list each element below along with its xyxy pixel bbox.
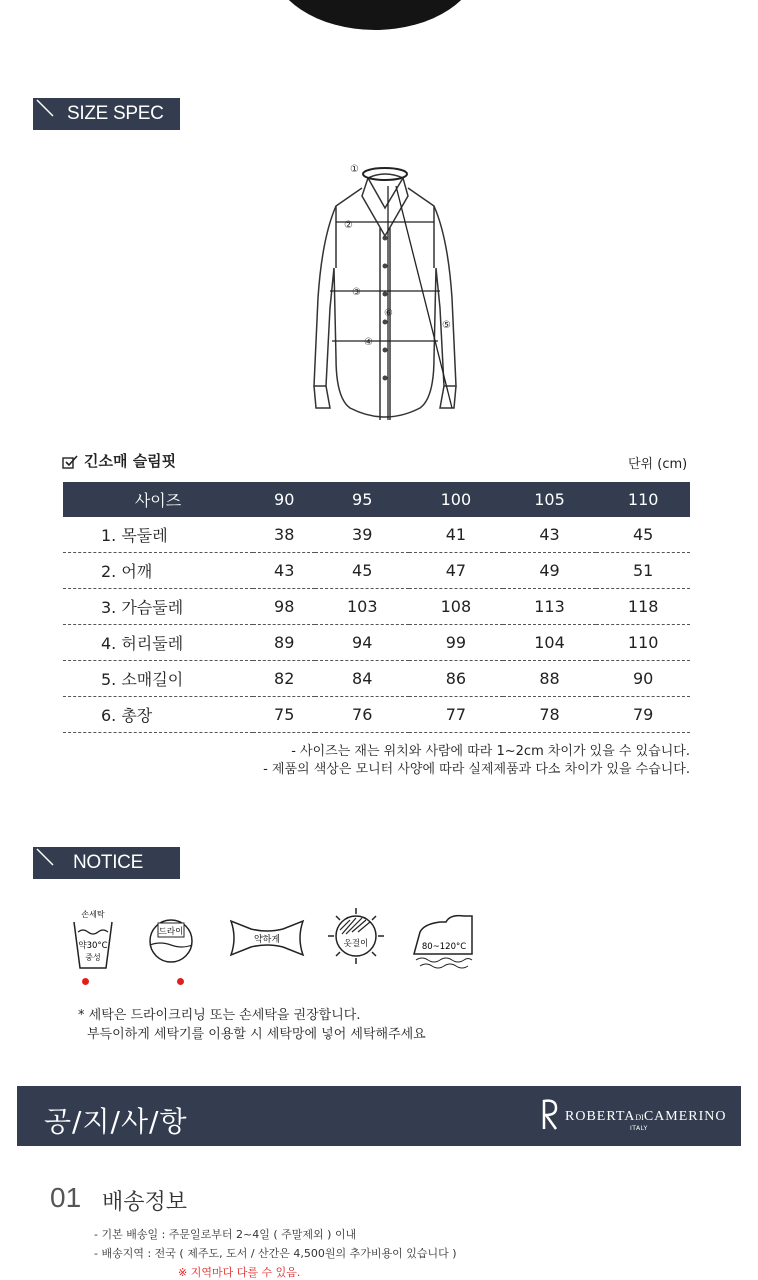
table-cell: 108 — [409, 589, 503, 625]
slash-icon — [33, 98, 65, 130]
mild-label: 약하게 — [253, 935, 281, 945]
table-cell: 103 — [315, 589, 409, 625]
header-cell: 95 — [315, 482, 409, 517]
size-note-1: - 사이즈는 재는 위치와 사람에 따라 1~2cm 차이가 있을 수 있습니다. — [291, 744, 690, 759]
brand-name-2: CAMERINO — [643, 1109, 727, 1124]
table-cell: 86 — [409, 661, 503, 697]
table-cell: 98 — [253, 589, 315, 625]
fit-title — [62, 450, 176, 471]
brand-name: ROBERTA — [565, 1109, 636, 1124]
slash-icon — [33, 847, 65, 879]
table-cell: 39 — [315, 517, 409, 553]
row-label: 5. 소매길이 — [63, 661, 253, 697]
table-cell: 79 — [596, 697, 690, 733]
dry-label: 드라이 — [158, 927, 184, 937]
table-cell: 77 — [409, 697, 503, 733]
marker-4: ④ — [364, 337, 373, 348]
size-spec-tab — [33, 98, 180, 130]
shirt-measurement-diagram — [300, 158, 470, 428]
table-row — [63, 553, 690, 589]
table-cell: 113 — [503, 589, 597, 625]
brand-sub: ITALY — [630, 1125, 648, 1132]
mild-twist-icon — [227, 915, 307, 961]
table-row — [63, 625, 690, 661]
table-cell: 49 — [503, 553, 597, 589]
header-cell: 105 — [503, 482, 597, 517]
table-cell: 43 — [253, 553, 315, 589]
size-note-2: - 제품의 색상은 모니터 사양에 따라 실제제품과 다소 차이가 있을 수습니다. — [263, 762, 690, 777]
care-instructions — [78, 1006, 426, 1044]
notice-label: NOTICE — [73, 852, 143, 873]
table-cell: 110 — [596, 625, 690, 661]
hand-wash-label: 손세탁 — [81, 910, 105, 919]
table-cell: 88 — [503, 661, 597, 697]
table-cell: 94 — [315, 625, 409, 661]
table-cell: 51 — [596, 553, 690, 589]
iron-icon — [410, 910, 476, 970]
table-cell: 45 — [596, 517, 690, 553]
size-spec-label: SIZE SPEC — [67, 103, 164, 124]
section-number: 01 — [50, 1182, 82, 1213]
product-image-edge — [270, 0, 480, 30]
hand-wash-temp: 약30°C — [78, 941, 108, 951]
table-cell: 90 — [596, 661, 690, 697]
marker-5: ⑤ — [442, 320, 451, 331]
size-table-header — [63, 482, 690, 517]
section-title: 배송정보 — [102, 1190, 188, 1215]
table-cell: 84 — [315, 661, 409, 697]
marker-1: ① — [350, 164, 359, 175]
table-row — [63, 589, 690, 625]
table-row — [63, 517, 690, 553]
marker-3: ③ — [352, 287, 361, 298]
dry-clean-icon — [148, 911, 194, 967]
row-label: 4. 허리둘레 — [63, 625, 253, 661]
header-cell: 100 — [409, 482, 503, 517]
no-hanger-icon — [328, 906, 384, 966]
header-cell: 90 — [253, 482, 315, 517]
table-cell: 76 — [315, 697, 409, 733]
table-cell: 75 — [253, 697, 315, 733]
header-cell: 사이즈 — [63, 482, 253, 517]
care-line-2: 부득이하게 세탁기를 이용할 시 세탁망에 넣어 세탁해주세요 — [87, 1027, 426, 1042]
size-table — [63, 482, 690, 733]
table-cell: 99 — [409, 625, 503, 661]
checkbox-icon — [62, 455, 78, 469]
table-cell: 41 — [409, 517, 503, 553]
recommend-dot — [82, 978, 89, 985]
care-line-1: * 세탁은 드라이크리닝 또는 손세탁을 권장합니다. — [78, 1008, 361, 1023]
table-row — [63, 661, 690, 697]
table-cell: 82 — [253, 661, 315, 697]
shipping-line-2: - 배송지역 : 전국 ( 제주도, 도서 / 산간은 4,500원의 추가비용이 있습니다 ) — [94, 1247, 457, 1260]
recommend-dot — [177, 978, 184, 985]
unit-label: 단위 (cm) — [628, 457, 688, 472]
brand-di: DI — [635, 1113, 644, 1122]
table-cell: 78 — [503, 697, 597, 733]
shipping-warning: ※ 지역마다 다를 수 있음. — [178, 1266, 301, 1279]
fit-title-text: 긴소매 슬림핏 — [84, 452, 177, 470]
table-cell: 47 — [409, 553, 503, 589]
header-cell: 110 — [596, 482, 690, 517]
hand-wash-neutral: 중성 — [85, 953, 101, 962]
banner-title: 공/지/사/항 — [44, 1105, 188, 1138]
table-cell: 38 — [253, 517, 315, 553]
marker-6: ⑥ — [384, 308, 393, 319]
table-cell: 43 — [503, 517, 597, 553]
table-cell: 45 — [315, 553, 409, 589]
iron-temp-label: 80~120°C — [421, 942, 467, 952]
row-label: 3. 가슴둘레 — [63, 589, 253, 625]
marker-2: ② — [344, 220, 353, 231]
shipping-line-1: - 기본 배송일 : 주문일로부터 2~4일 ( 주말제외 ) 이내 — [94, 1228, 357, 1241]
table-row — [63, 697, 690, 733]
row-label: 6. 총장 — [63, 697, 253, 733]
row-label: 2. 어깨 — [63, 553, 253, 589]
table-cell: 118 — [596, 589, 690, 625]
notice-tab — [33, 847, 180, 879]
table-cell: 104 — [503, 625, 597, 661]
table-cell: 89 — [253, 625, 315, 661]
brand-r-icon — [540, 1097, 560, 1133]
hand-wash-icon — [72, 908, 114, 972]
row-label: 1. 목둘레 — [63, 517, 253, 553]
no-hanger-label: 옷걸이 — [343, 939, 369, 949]
